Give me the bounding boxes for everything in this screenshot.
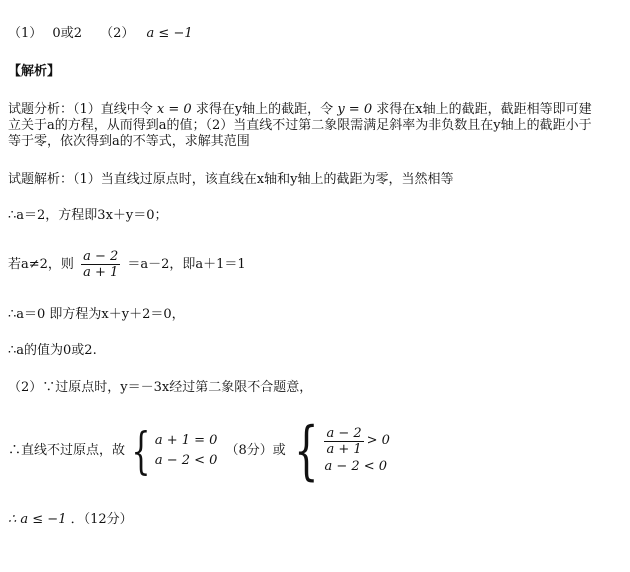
analysis-heading: 【解析】 bbox=[8, 64, 61, 79]
system-1-row-2: a − 2 < 0 bbox=[154, 453, 218, 468]
math-x-eq-0: x = 0 bbox=[156, 102, 192, 117]
solution-line-7 bbox=[8, 414, 390, 488]
left-brace-icon: { bbox=[131, 422, 151, 480]
left-brace-icon: { bbox=[293, 414, 319, 488]
inequality-system-1 bbox=[125, 422, 218, 480]
solution-line-4: ∴a＝0 即方程为x＋y＋2＝0， bbox=[8, 307, 185, 322]
system-2-row-1 bbox=[324, 426, 389, 457]
analysis-line-1 bbox=[8, 102, 592, 118]
system-1-row-1: a + 1 = 0 bbox=[154, 433, 218, 448]
solution-text: ∴直线不过原点，故 bbox=[8, 443, 126, 458]
solution-line-6: （2）∵过原点时，y＝－3x经过第二象限不合题意， bbox=[8, 380, 313, 395]
math-y-eq-0: y = 0 bbox=[337, 102, 373, 117]
greater-than-zero: > 0 bbox=[366, 433, 390, 448]
answer-line bbox=[8, 26, 193, 42]
analysis-line-2: 立关于a的方程，从而得到a的值；（2）当直线不过第二象限需满足斜率为非负数且在y轴上的截距小于 bbox=[8, 118, 592, 133]
answer-part2-label: （2） bbox=[100, 26, 135, 41]
fraction-a-minus-2-over-a-plus-1 bbox=[324, 426, 363, 457]
fraction-denominator: a + 1 bbox=[83, 265, 119, 280]
fraction-numerator: a − 2 bbox=[326, 425, 362, 441]
solution-text: （8分）或 bbox=[225, 443, 286, 458]
answer-part1-value: 0或2 bbox=[52, 26, 82, 41]
fraction-numerator: a − 2 bbox=[83, 249, 119, 264]
analysis-text: 求得在x轴上的截距，截距相等即可建 bbox=[376, 102, 592, 117]
solution-line-2: ∴a＝2，方程即3x＋y＝0； bbox=[8, 208, 168, 223]
solution-line-3 bbox=[8, 248, 246, 282]
system-2-row-2: a − 2 < 0 bbox=[324, 458, 388, 474]
analysis-text: 试题分析：（1）直线中令 bbox=[8, 102, 153, 117]
solution-text: 若a≠2，则 bbox=[8, 257, 74, 272]
inequality-system-2 bbox=[286, 414, 390, 488]
analysis-text: 求得在y轴上的截距，令 bbox=[195, 102, 334, 117]
final-result: ∴ a ≤ −1 bbox=[8, 512, 67, 527]
solution-text: ＝a－2，即a＋1＝1 bbox=[127, 257, 246, 272]
solution-line-8 bbox=[8, 512, 133, 528]
fraction-a-minus-2-over-a-plus-1 bbox=[81, 249, 120, 280]
answer-part1-label: （1） bbox=[8, 26, 43, 41]
answer-part2-value: a ≤ −1 bbox=[146, 26, 193, 41]
fraction-denominator: a + 1 bbox=[326, 441, 362, 457]
solution-text: ．（12分） bbox=[70, 512, 133, 527]
analysis-line-3: 等于零，依次得到a的不等式，求解其范围 bbox=[8, 134, 250, 149]
solution-line-5: ∴a的值为0或2. bbox=[8, 343, 97, 358]
solution-line-1: 试题解析：（1）当直线过原点时，该直线在x轴和y轴上的截距为零，当然相等 bbox=[8, 172, 454, 187]
